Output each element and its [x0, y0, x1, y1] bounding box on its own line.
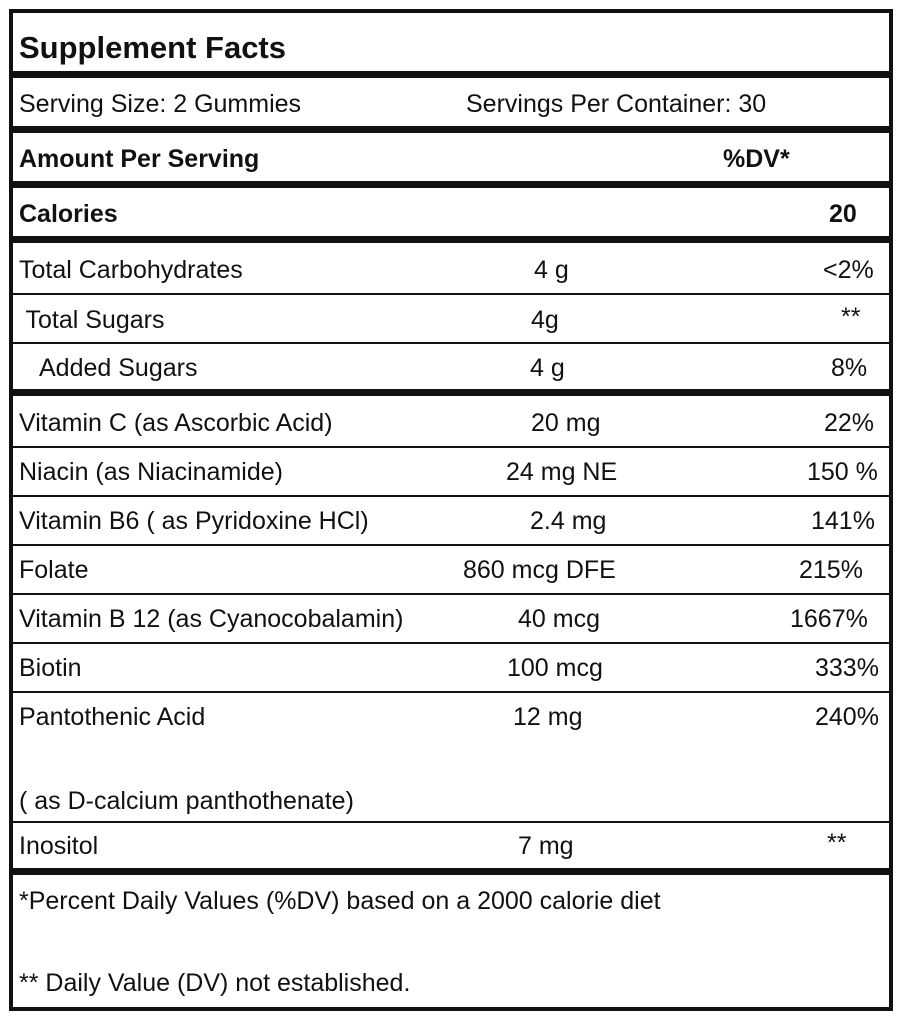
nutrient-amount: 40 mcg	[518, 605, 600, 633]
nutrient-dv: 333%	[815, 654, 879, 682]
serving-size: Serving Size: 2 Gummies	[19, 90, 302, 118]
nutrient-amount: 7 mg	[518, 832, 574, 860]
nutrient-name: Biotin	[19, 654, 82, 682]
footnote-not-established: ** Daily Value (DV) not established.	[19, 969, 411, 997]
nutrient-dv: 22%	[824, 409, 875, 437]
nutrient-name: Folate	[19, 556, 89, 584]
nutrient-amount: 4g	[531, 306, 559, 334]
divider	[13, 593, 889, 595]
nutrient-dv: 215%	[799, 556, 863, 584]
nutrient-dv: 1667%	[790, 605, 868, 633]
nutrient-amount: 24 mg NE	[506, 458, 618, 486]
nutrient-dv: 8%	[831, 354, 868, 382]
nutrient-dv: **	[841, 303, 861, 331]
nutrient-name: Pantothenic Acid	[19, 703, 206, 731]
nutrient-source-note: ( as D-calcium panthothenate)	[19, 787, 354, 815]
divider	[13, 821, 889, 823]
nutrient-name: Vitamin B 12 (as Cyanocobalamin)	[19, 605, 404, 633]
calories-label: Calories	[19, 200, 118, 228]
nutrient-amount: 12 mg	[513, 703, 583, 731]
nutrient-name: Vitamin C (as Ascorbic Acid)	[19, 409, 333, 437]
divider	[13, 389, 889, 396]
calories-value: 20	[829, 200, 857, 228]
supplement-facts-panel	[9, 9, 893, 1011]
divider	[13, 446, 889, 448]
nutrient-amount: 4 g	[530, 354, 565, 382]
nutrient-amount: 100 mcg	[507, 654, 603, 682]
servings-per-container: Servings Per Container: 30	[466, 90, 767, 118]
nutrient-amount: 860 mcg DFE	[463, 556, 616, 584]
divider	[13, 293, 889, 295]
nutrient-dv: <2%	[823, 256, 874, 284]
nutrient-dv: 240%	[815, 703, 879, 731]
nutrient-name: Total Sugars	[19, 306, 165, 334]
nutrient-dv: 141%	[811, 507, 875, 535]
nutrient-name: Niacin (as Niacinamide)	[19, 458, 283, 486]
divider	[13, 495, 889, 497]
nutrient-name: Vitamin B6 ( as Pyridoxine HCl)	[19, 507, 369, 535]
dv-header: %DV*	[723, 145, 790, 173]
nutrient-name: Total Carbohydrates	[19, 256, 243, 284]
divider	[13, 642, 889, 644]
nutrient-dv: 150 %	[807, 458, 878, 486]
footnote-dv: *Percent Daily Values (%DV) based on a 2000 calorie diet	[19, 887, 661, 915]
nutrient-name: Inositol	[19, 832, 99, 860]
nutrient-amount: 4 g	[534, 256, 569, 284]
divider	[13, 342, 889, 344]
divider	[13, 181, 889, 188]
amount-per-serving-label: Amount Per Serving	[19, 145, 260, 173]
divider	[13, 691, 889, 693]
nutrient-amount: 20 mg	[531, 409, 601, 437]
panel-title: Supplement Facts	[19, 30, 286, 65]
divider	[13, 71, 889, 78]
nutrient-name: Added Sugars	[39, 354, 198, 382]
divider	[13, 126, 889, 133]
divider	[13, 544, 889, 546]
divider	[13, 868, 889, 875]
divider	[13, 236, 889, 243]
nutrient-dv: **	[827, 829, 847, 857]
nutrient-amount: 2.4 mg	[530, 507, 607, 535]
